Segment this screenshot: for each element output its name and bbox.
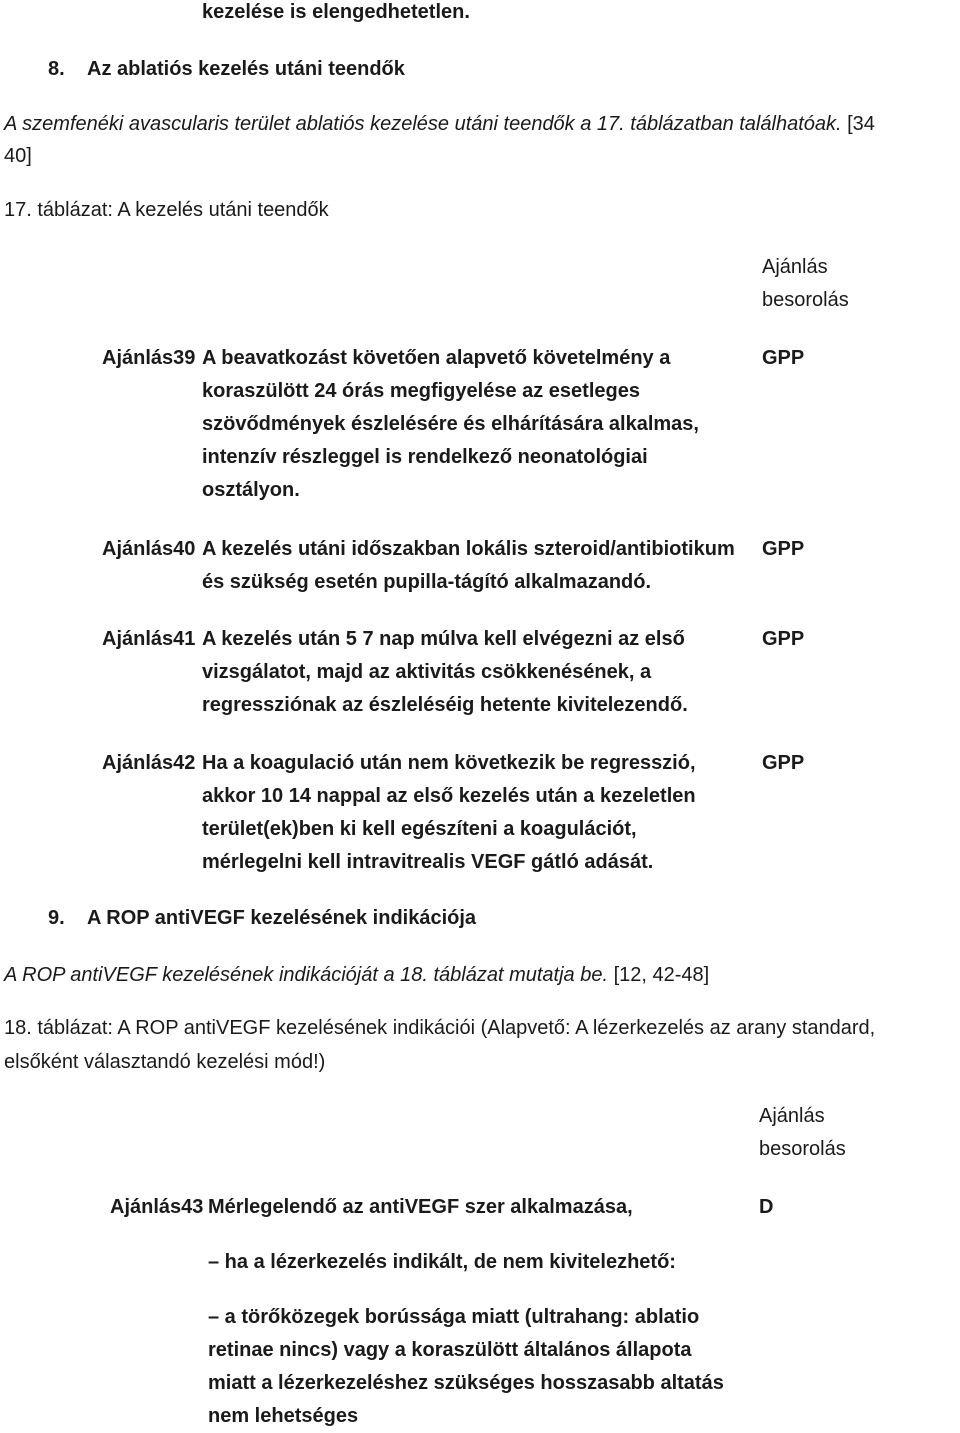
recommendation-grade: GPP [762,347,805,369]
table-17-grade-header [762,251,849,317]
text-line: Ha a koagulació után nem következik be regresszió, [202,752,696,774]
section-9-title: A ROP antiVEGF kezelésének indikációja [87,907,477,929]
text-line: osztályon. [202,479,300,501]
top-fragment: kezelése is elengedhetetlen. [202,1,470,23]
section-8-ref-a: [34 [847,113,875,135]
recommendation-id: Ajánlás42 [102,752,196,774]
text-line: miatt a lézerkezeléshez szükséges hosszasabb altatás [208,1372,724,1394]
recommendation-bullet [208,1301,724,1433]
section-8-intro-text: A szemfenéki avascularis terület ablatiós kezelése utáni teendők a 17. táblázatban találhatóak. [4,113,842,135]
recommendation-id: Ajánlás40 [102,538,196,560]
text-line: regressziónak az észleléséig hetente kivitelezendő. [202,694,688,716]
grade-header-line: besorolás [762,289,849,311]
text-line: A kezelés után 5 7 nap múlva kell elvégezni az első [202,628,685,650]
recommendation-text [202,747,696,879]
text-line: A beavatkozást követően alapvető követelmény a [202,347,671,369]
text-line: vizsgálatot, majd az aktivitás csökkenésének, a [202,661,652,683]
recommendation-text [202,623,688,722]
text-line: intenzív részleggel is rendelkező neonatológiai [202,446,648,468]
recommendation-text [202,533,735,599]
text-line: – a törőközegek borússága miatt (ultrahang: ablatio [208,1306,700,1328]
grade-header-line: Ajánlás [759,1105,825,1127]
text-line: akkor 10 14 nappal az első kezelés után a kezeletlen [202,785,696,807]
recommendation-grade: GPP [762,628,805,650]
table-18-grade-header [759,1100,846,1166]
text-line: terület(ek)ben ki kell egészíteni a koagulációt, [202,818,637,840]
recommendation-text [202,342,699,507]
text-line: nem lehetséges [208,1405,359,1427]
section-9-intro [4,959,709,992]
recommendation-bullet: – ha a lézerkezelés indikált, de nem kivitelezhető: [208,1251,676,1273]
text-line: mérlegelni kell intravitrealis VEGF gátló adását. [202,851,654,873]
grade-header-line: besorolás [759,1138,846,1160]
grade-header-line: Ajánlás [762,256,828,278]
text-line: A kezelés utáni időszakban lokális szteroid/antibiotikum [202,538,735,560]
text-line: szövődmények észlelésére és elhárítására alkalmas, [202,413,699,435]
section-9-ref: [12, 42-48] [613,964,710,986]
section-9-number: 9. [48,907,65,929]
section-8-intro [4,108,875,141]
recommendation-grade: D [759,1196,774,1218]
recommendation-text: Mérlegelendő az antiVEGF szer alkalmazása, [208,1196,633,1218]
text-line: koraszülött 24 órás megfigyelése az esetleges [202,380,640,402]
table-18-caption-line2: elsőként választandó kezelési mód!) [4,1051,326,1073]
table-18-caption-line1: 18. táblázat: A ROP antiVEGF kezelésének indikációi (Alapvető: A lézerkezelés az arany standard, [4,1017,876,1039]
section-9-intro-text: A ROP antiVEGF kezelésének indikációját a 18. táblázat mutatja be. [4,964,609,986]
recommendation-id: Ajánlás41 [102,628,196,650]
text-line: retinae nincs) vagy a koraszülött általános állapota [208,1339,692,1361]
text-line: és szükség esetén pupilla-tágító alkalmazandó. [202,571,652,593]
recommendation-grade: GPP [762,538,805,560]
section-8-ref-b: 40] [4,145,32,167]
recommendation-id: Ajánlás39 [102,347,196,369]
section-8-title: Az ablatiós kezelés utáni teendők [87,58,405,80]
recommendation-id: Ajánlás43 [110,1196,204,1218]
section-8-number: 8. [48,58,65,80]
recommendation-grade: GPP [762,752,805,774]
table-17-caption: 17. táblázat: A kezelés utáni teendők [4,199,329,221]
